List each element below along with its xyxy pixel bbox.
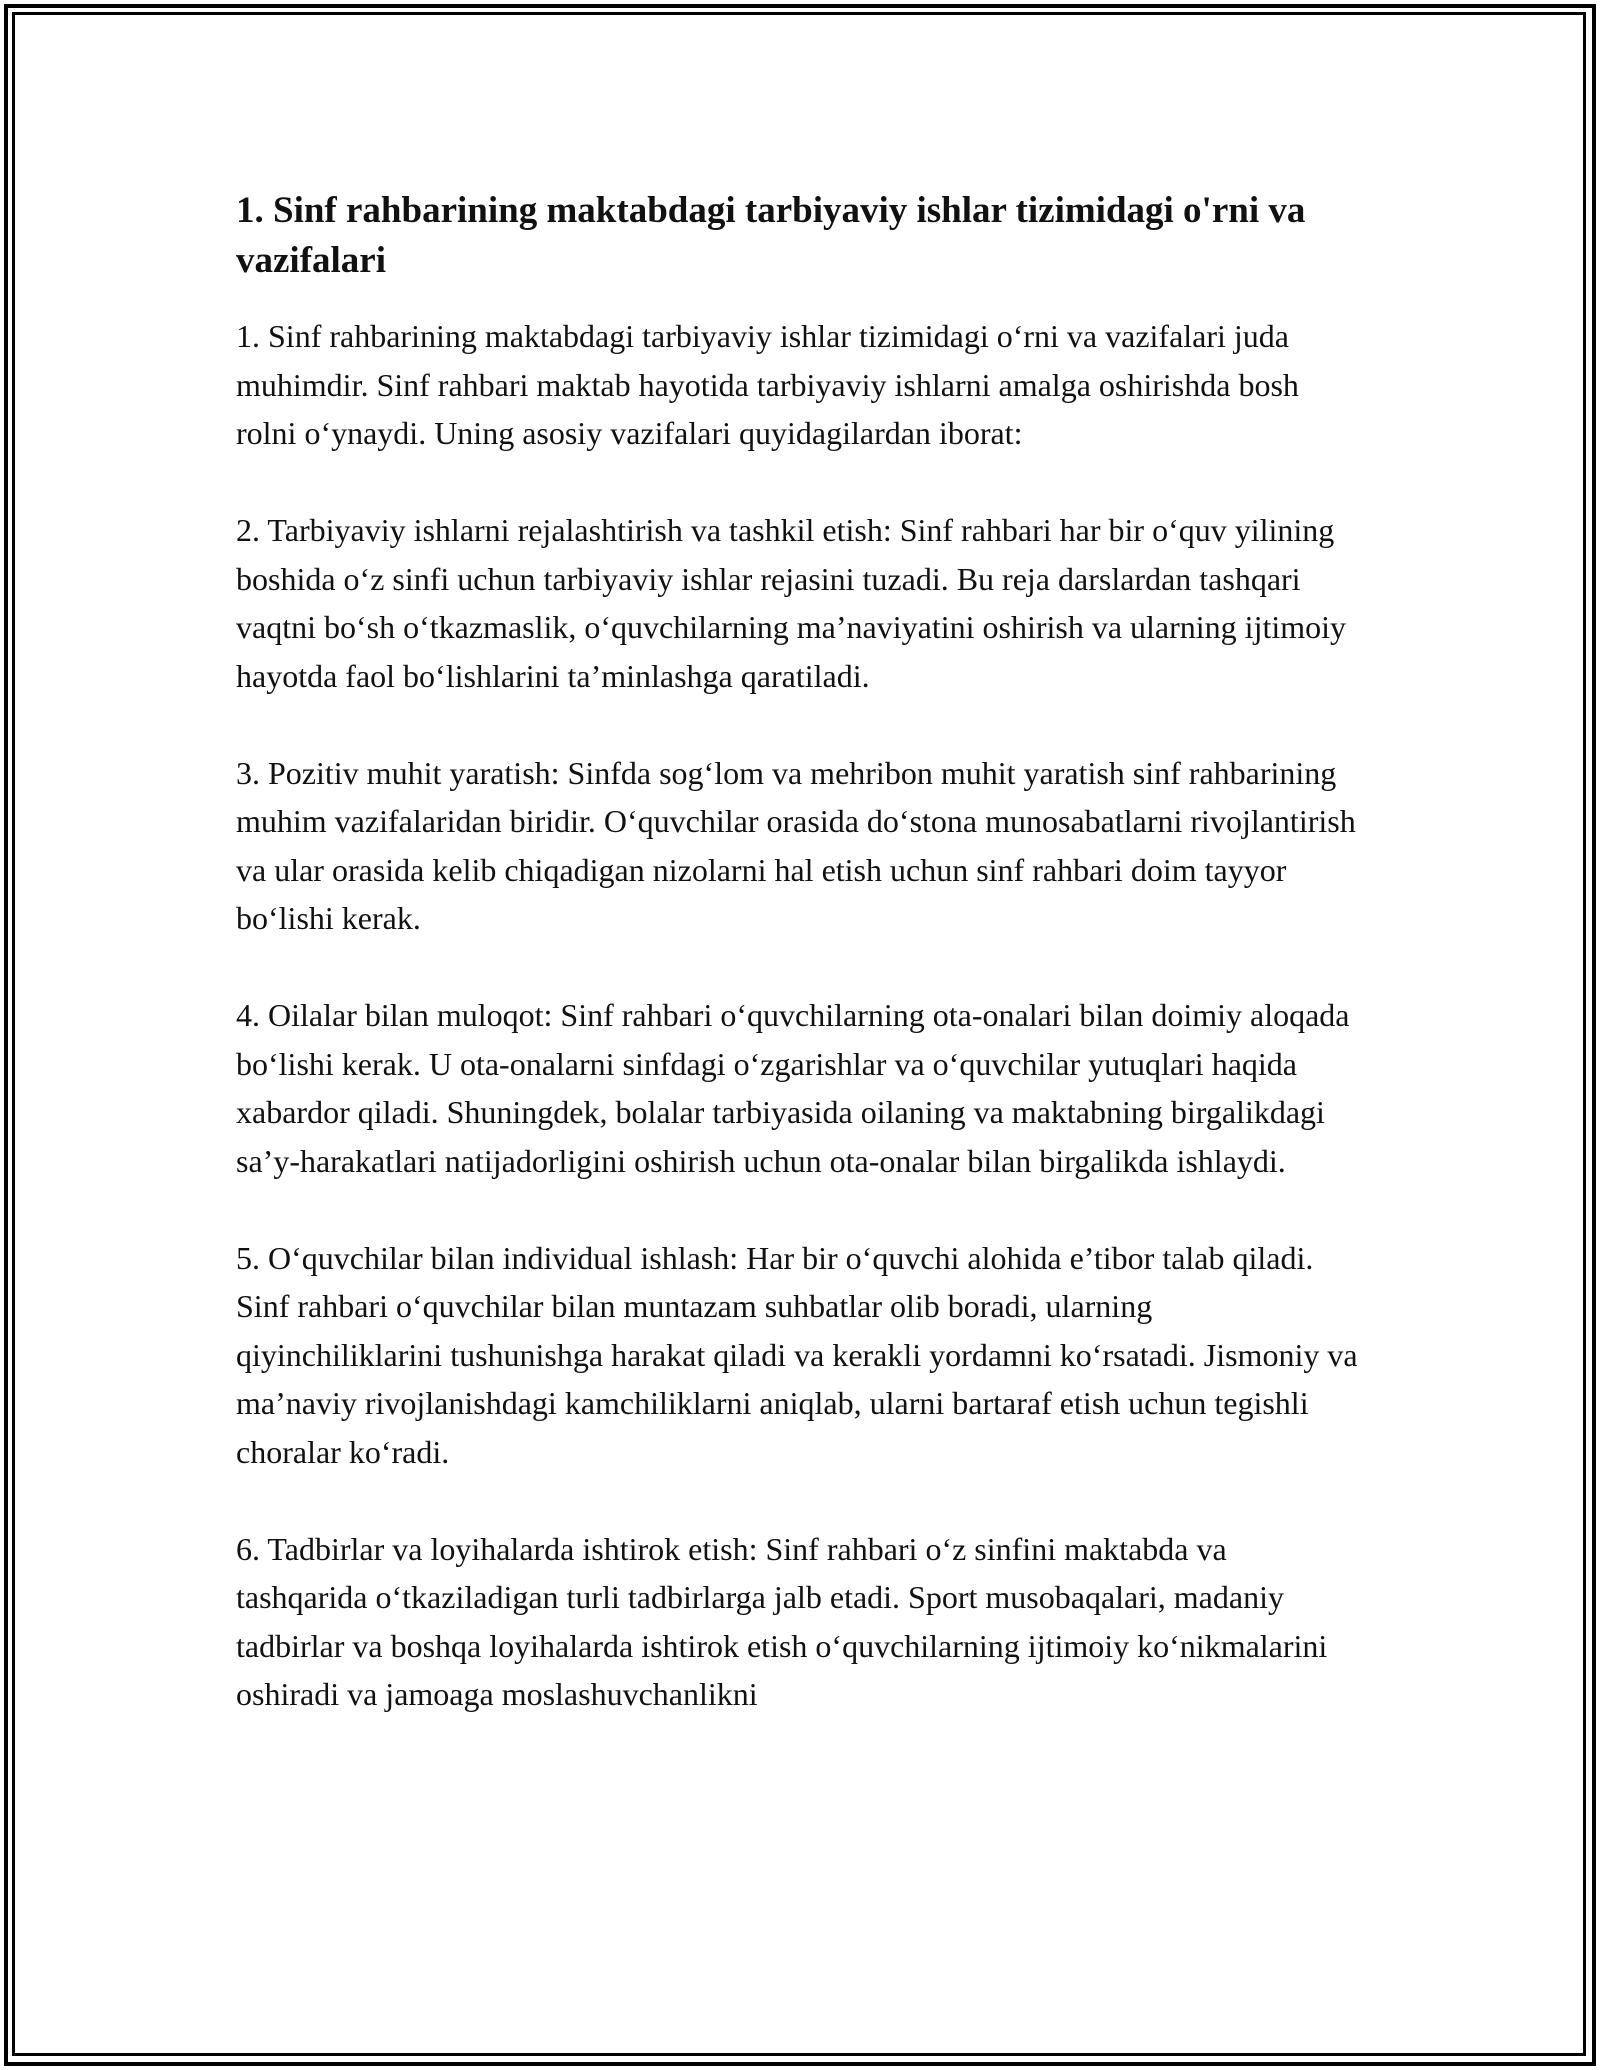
paragraph-events-projects: 6. Tadbirlar va loyihalarda ishtirok etish: Sinf rahbari o‘z sinfini maktabda va tashqarida o‘tkaziladigan turli tadbirlarga jalb etadi. Sport musobaqalari, madaniy tadbirlar va boshqa loyihalarda ishtirok etish o‘quvchilarning ijtimoiy ko‘nikmalarini oshiradi va jamoaga moslashuvchanlikni xyxy=(236,1530,1328,1712)
paragraph-intro: 1. Sinf rahbarining maktabdagi tarbiyaviy ishlar tizimidagi o‘rni va vazifalari juda muhimdir. Sinf rahbari maktab hayotida tarbiyaviy ishlarni amalga oshirishda bosh rolni o‘ynaydi. Uning asosiy vazifalari quyidagilardan iborat: xyxy=(236,318,1299,451)
paragraph-individual-work: 5. O‘quvchilar bilan individual ishlash: Har bir o‘quvchi alohida e’tibor talab qiladi. Sinf rahbari o‘quvchilar bilan muntazam suhbatlar olib boradi, ularning qiyinchiliklarini tushunishga harakat qiladi va kerakli yordamni ko‘rsatadi. Jismoniy va ma’naviy rivojlanishdagi kamchiliklarni aniqlab, ularni bartaraf etish uchun tegishli choralar ko‘radi. xyxy=(236,1239,1358,1470)
paragraph-positive-environment: 3. Pozitiv muhit yaratish: Sinfda sog‘lom va mehribon muhit yaratish sinf rahbarining muhim vazifalaridan biridir. O‘quvchilar orasida do‘stona munosabatlarni rivojlantirish va ular orasida kelib chiqadigan nizolarni hal etish uchun sinf rahbari doim tayyor bo‘lishi kerak. xyxy=(236,754,1356,936)
paragraph-family-communication: 4. Oilalar bilan muloqot: Sinf rahbari o‘quvchilarning ota-onalari bilan doimiy aloqada bo‘lishi kerak. U ota-onalarni sinfdagi o‘zgarishlar va o‘quvchilar yutuqlari haqida xabardor qiladi. Shuningdek, bolalar tarbiyasida oilaning va maktabning birgalikdagi sa’y-harakatlari natijadorligini oshirish uchun ota-onalar bilan birgalikda ishlaydi. xyxy=(236,997,1350,1179)
document-title: 1. Sinf rahbarining maktabdagi tarbiyaviy ishlar tizimidagi o'rni va vazifalari xyxy=(236,190,1306,281)
paragraph-planning: 2. Tarbiyaviy ishlarni rejalashtirish va tashkil etish: Sinf rahbari har bir o‘quv yilining boshida o‘z sinfi uchun tarbiyaviy ishlar rejasini tuzadi. Bu reja darslardan tashqari vaqtni bo‘sh o‘tkazmaslik, o‘quvchilarning ma’naviyatini oshirish va ularning ijtimoiy hayotda faol bo‘lishlarini ta’minlashga qaratiladi. xyxy=(236,512,1347,694)
document-body xyxy=(236,186,1366,1767)
